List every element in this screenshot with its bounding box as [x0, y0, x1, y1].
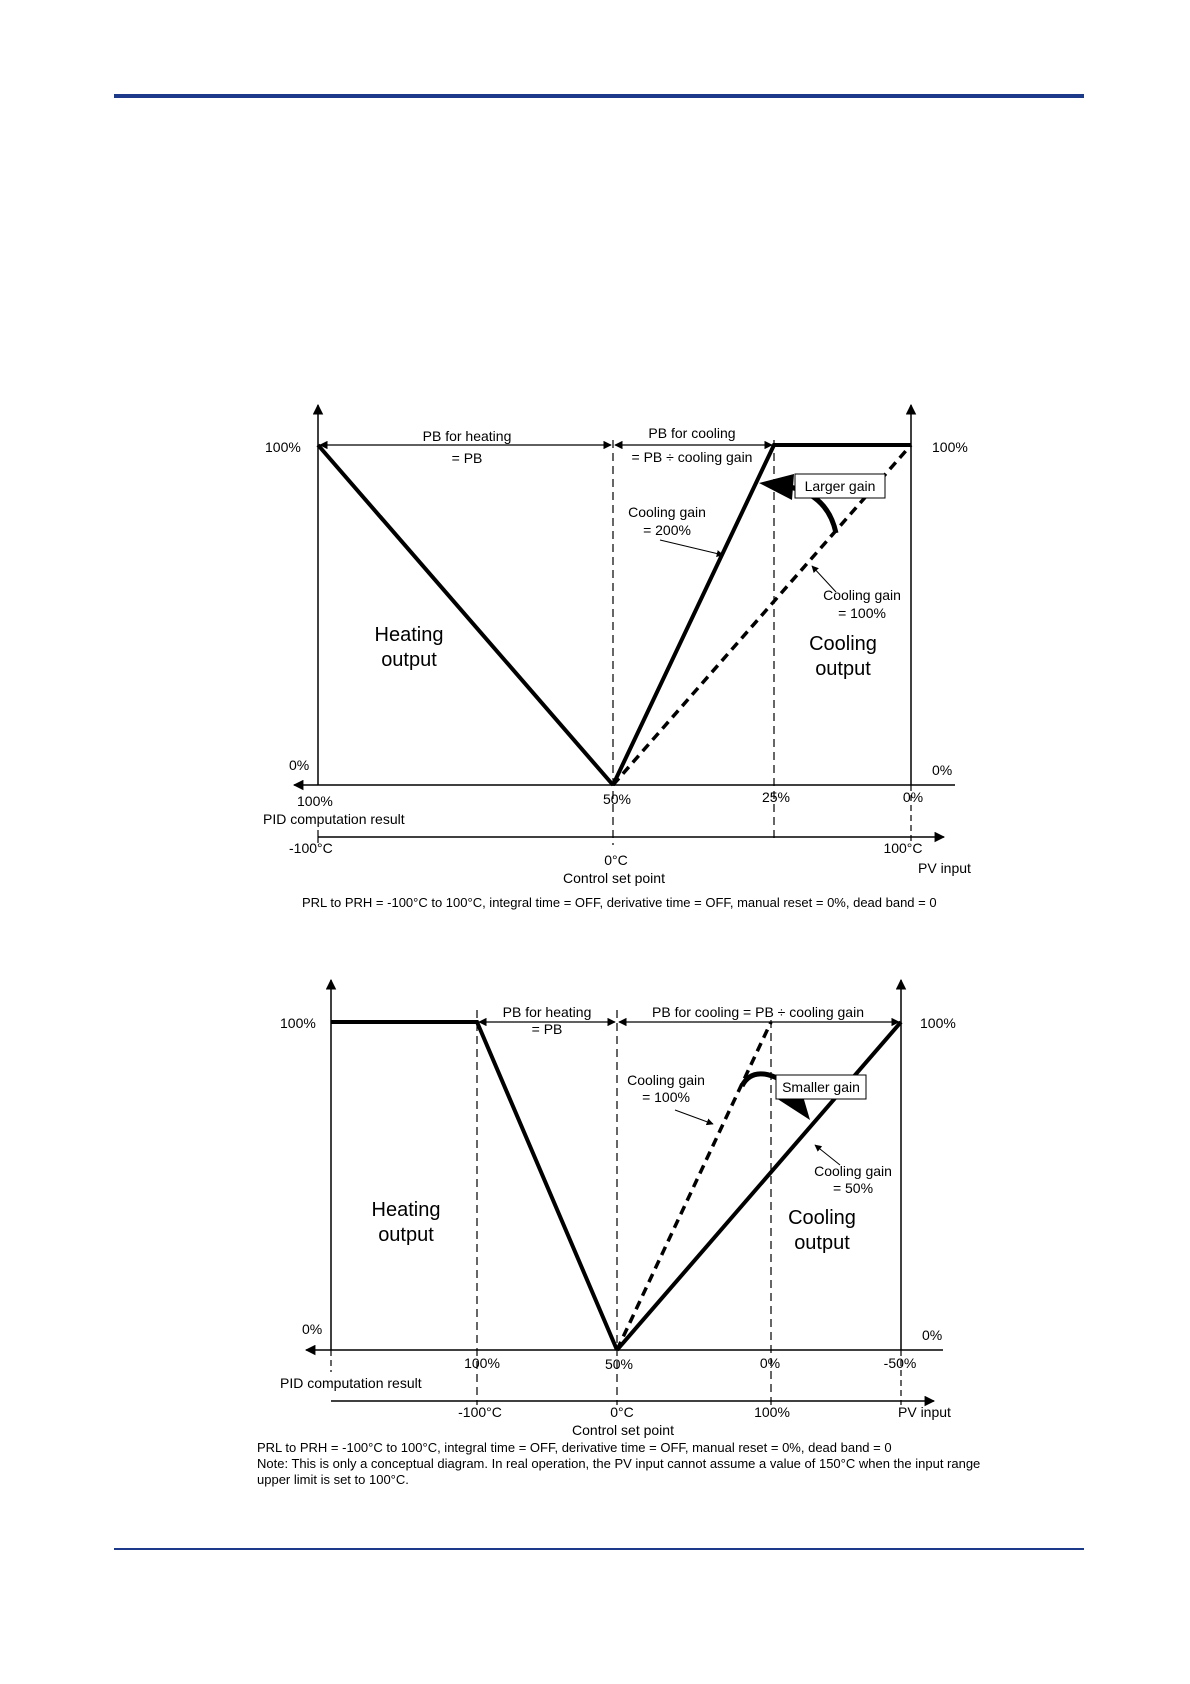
fig2-gain50-pointer: [815, 1145, 840, 1165]
fig2-pid-m50: -50%: [883, 1355, 917, 1371]
fig2-gain100-l2: = 100%: [642, 1089, 690, 1105]
fig1-pid-25: 25%: [761, 789, 791, 805]
fig1-gain100-l1: Cooling gain: [823, 587, 901, 603]
fig1-gain200-l1: Cooling gain: [628, 504, 706, 520]
fig2-pv-mid: 0°C: [610, 1404, 634, 1420]
fig2-note-line1: PRL to PRH = -100°C to 100°C, integral time = OFF, derivative time = OFF, manual reset = 0%, dead band = 0: [257, 1440, 892, 1455]
fig2-cooling-output-l1: Cooling: [788, 1207, 856, 1229]
fig1-y-left-bottom: 0%: [289, 757, 310, 773]
fig1-larger-gain-label: Larger gain: [804, 478, 876, 494]
fig1-pid-100: 100%: [297, 793, 333, 809]
fig1-pid-0: 0%: [902, 789, 924, 805]
fig2-gain100-pointer: [675, 1110, 713, 1124]
fig1-heating-output-l1: Heating: [374, 624, 444, 646]
fig1-gain100-l2: = 100%: [838, 605, 886, 621]
fig2-y-left-top: 100%: [280, 1015, 316, 1031]
fig2-gain50-l2: = 50%: [832, 1180, 874, 1196]
fig2-pid-0: 0%: [759, 1355, 781, 1371]
fig2-gain50-l1: Cooling gain: [814, 1163, 892, 1179]
fig2-y-right-bottom: 0%: [922, 1327, 943, 1343]
fig1-pb-cooling-l1: PB for cooling: [648, 425, 736, 441]
fig2-pv-min: -100°C: [458, 1404, 502, 1420]
fig1-pb-heating-l1: PB for heating: [422, 428, 512, 444]
fig1-gain200-l2: = 200%: [643, 522, 691, 538]
fig1-cooling-output-l1: Cooling: [809, 633, 877, 655]
fig1-y-left-top: 100%: [265, 439, 301, 455]
fig2-pb-heating-l2: = PB: [531, 1021, 563, 1037]
fig1-y-right-top: 100%: [932, 439, 968, 455]
fig1-setpoint-label: Control set point: [563, 870, 665, 886]
fig2-y-right-top: 100%: [920, 1015, 956, 1031]
fig1-cooling-output-l2: output: [815, 658, 871, 680]
fig1-pb-heating-l2: = PB: [451, 450, 483, 466]
fig2-setpoint-label: Control set point: [572, 1422, 674, 1438]
fig2-cooling-output-l2: output: [794, 1232, 850, 1254]
fig2-note-line2: Note: This is only a conceptual diagram. In real operation, the PV input cannot assume a value of 150°C when the input range: [257, 1456, 981, 1471]
fig1-pid-50: 50%: [602, 791, 632, 807]
fig2-heating-output-l1: Heating: [371, 1199, 441, 1221]
fig2-note: [257, 1440, 1017, 1488]
fig2-pid-100: 100%: [464, 1355, 500, 1371]
fig2-smaller-gain-label: Smaller gain: [782, 1079, 860, 1095]
fig2-pv-max: 100%: [754, 1404, 790, 1420]
fig1-heating-output-l2: output: [381, 649, 437, 671]
fig2-pb-cooling: PB for cooling = PB ÷ cooling gain: [652, 1004, 864, 1020]
fig1-pv-label: PV input: [918, 860, 971, 876]
fig2-note-line3: upper limit is set to 100°C.: [257, 1472, 409, 1487]
fig2-gain100-l1: Cooling gain: [627, 1072, 705, 1088]
fig1-pid-label: PID computation result: [263, 811, 405, 827]
fig1-pb-cooling-l2: = PB ÷ cooling gain: [631, 449, 753, 465]
fig2-y-left-bottom: 0%: [302, 1321, 323, 1337]
figure-2-diagram: [0, 960, 1190, 1460]
fig2-pv-label: PV input: [898, 1404, 951, 1420]
fig2-pb-heating-l1: PB for heating: [502, 1004, 592, 1020]
fig1-heating-line: [318, 445, 613, 785]
fig1-pv-min: -100°C: [289, 840, 333, 856]
fig2-heating-line: [331, 1022, 617, 1350]
fig1-pv-max: 100°C: [883, 840, 923, 856]
footer-rule: [114, 1548, 1084, 1550]
fig1-pv-mid: 0°C: [604, 852, 628, 868]
fig2-heating-output-l2: output: [378, 1224, 434, 1246]
fig1-note: PRL to PRH = -100°C to 100°C, integral time = OFF, derivative time = OFF, manual reset = 0%, dead band = 0: [302, 895, 937, 910]
fig1-gain200-pointer: [660, 540, 723, 555]
fig1-y-right-bottom: 0%: [932, 762, 953, 778]
fig2-pid-50: 50%: [604, 1356, 634, 1372]
fig1-larger-gain-arrowhead: [759, 474, 794, 500]
fig2-pid-label: PID computation result: [280, 1375, 422, 1391]
